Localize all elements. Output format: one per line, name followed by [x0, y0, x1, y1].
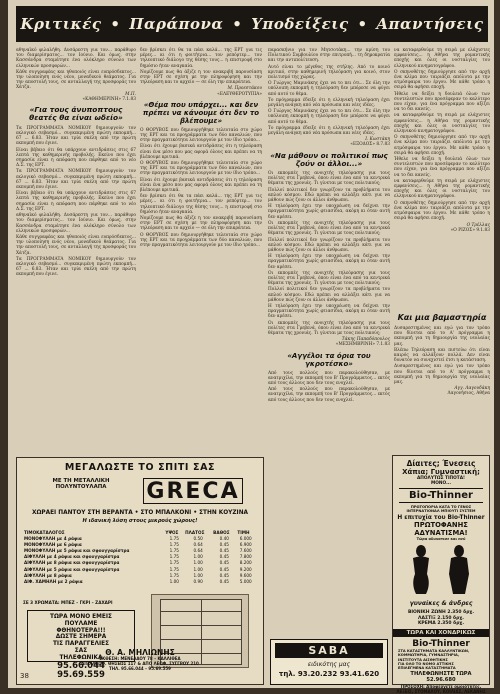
- col1-signature: Μ.Π.: [125, 91, 136, 97]
- table-row: [23, 578, 255, 584]
- table-cell-value: 0.64: [193, 547, 203, 553]
- col4-source-2: Λαγονήσιος, Αθήνα: [447, 391, 490, 397]
- table-cell-value: 0.45: [219, 578, 229, 584]
- bio-big-3: ΑΔΥΝΑΤΙΣΜΑ!: [414, 529, 468, 537]
- col4-signature-2: Αγγ. Λαγουδάκη: [454, 386, 490, 392]
- table-cell-value: 1.75: [169, 560, 179, 566]
- table-cell-item: ΔΙΦΥΛΛΗ με 5 ράφια και σφουγγαρίστρα: [24, 566, 120, 572]
- bio-list-item: ΙΝΣΤΙΤΟΥΤΑ ΑΙΣΘΗΤΙΚΗΣ: [398, 657, 448, 662]
- company-name: Θ. Α. ΜΗΛΙΩΝΗΣ: [105, 648, 175, 657]
- silhouette-figure: [399, 544, 483, 608]
- table-cell-value: 6.900: [239, 541, 252, 547]
- table-cell-value: 0.45: [219, 566, 229, 572]
- silhouette-icon: [399, 544, 483, 596]
- promo-line: ΠΟΥΛΑΜΕ: [64, 620, 98, 627]
- greca-footer: [17, 648, 263, 671]
- table-cell-item: ΜΟΝΟΦΥΛΛΗ με 5 ράφια και σφουγγαρίστρα: [24, 547, 130, 553]
- col4-text: Βλέπω Τηλεόραση και πιστεύω ότι είναι καιρός να αλλάξουν πολλά. Δεν είναι δυνατόν να συνεχιστεί έτσι η κατάσταση.: [394, 347, 490, 364]
- table-cell-value: 0.40: [219, 535, 229, 541]
- col3-article-title: «Να μάθουν οι πολιτικοί πως ζούν οι άλλοι...»: [270, 150, 388, 168]
- promo-phone-2: 95.69.559: [57, 669, 105, 680]
- col3-text: Οι εκπομπές της ανοιχτής τηλεόρασης για τους πολίτες στα Γρεβενά, όπου είναι ένα από τα κεντρικά θέματα της χρονιάς. Τι γίνεται με τους πολιτικούς;: [268, 220, 390, 237]
- saba-tagline: ειδικότης μας: [307, 661, 351, 668]
- column-4-lower: [394, 326, 490, 450]
- table-cell-value: 0.64: [193, 541, 203, 547]
- col3-text: Οι εκπομπές της ανοιχτής τηλεόρασης για τους πολίτες στα Γρεβενά, όπου είναι ένα από τα κεντρικά θέματα της χρονιάς. Τι γίνεται με τους πολιτικούς;: [268, 270, 390, 287]
- column-4: [394, 48, 490, 310]
- col3-text: Οι εκπομπές της ανοιχτής τηλεόρασης για τους πολίτες στα Γρεβενά, όπου είναι ένα από τα κεντρικά θέματα της χρονιάς. Τι γίνεται με τους πολιτικούς;: [268, 320, 390, 336]
- table-cell-value: 1.00: [193, 554, 203, 560]
- promo-line: ΦΘΗΝΟΤΕΡΑ!!!: [56, 627, 106, 634]
- table-cell-value: 6.000: [239, 535, 252, 541]
- header-bullet: •: [110, 15, 121, 33]
- col3-text: Η τηλεόραση έχει την υποχρέωση να δείχνει την πραγματικότητα χωρίς φτιασίδια, ακόμη κι όταν αυτή δεν αρέσει.: [268, 204, 390, 220]
- table-cell-value: 0.45: [219, 560, 229, 566]
- table-title: ΤΙΜΟΚΑΤΑΛΟΓΟΣ: [24, 530, 65, 535]
- col3-text: Πολλοί πολιτικοί δεν γνωρίζουν τα προβλήματα του απλού κόσμου. Εδώ πρέπει να αλλάξει κάτι για να μάθουν πώς ζουν οι άλλοι άνθρωποι.: [268, 287, 390, 303]
- greca-logo: GRECA: [143, 478, 243, 504]
- bio-line-4: ΜΟΝΟ...: [430, 481, 452, 486]
- col3-text: Το πρόγραμμα έδειξε ότι η ελληνική τηλεόραση έχει μεγάλη ανάγκη από νέα πρόσωπα και νέες ιδέες.: [268, 125, 390, 137]
- table-cell-item: ΔΙΦΥΛΛΗ με 4 ράφια και σφουγγαρίστρα: [24, 554, 120, 560]
- col3-text: Οι εκπομπές της ανοιχτής τηλεόρασης για τους πολίτες στα Γρεβενά, όπου είναι ένα από τα κεντρικά θέματα της χρονιάς. Τι γίνεται με τους πολιτικούς;: [268, 171, 390, 187]
- col3-text: Από τους πολλούς που παρακολούθησαν, με ανατριχίλα, την εκπομπή του Β' Προγράμματος... εκτός από τους άλλους που δεν τους ενοχλεί.: [268, 370, 390, 386]
- promo-line: ΤΗΛΕΦΩΝΙΚΑ: [59, 654, 103, 661]
- table-cell-value: 0.45: [219, 554, 229, 560]
- col1-text: Κάθε συγγραφέας και ηθοποιός είναι ευπρόσδεκτος... την υλοποίηση ενός νέου, μοναδικού θεάματος. Για την αποστολή τους, σε ανταλλαγή της προσφοράς του Χάτζα.: [16, 234, 136, 256]
- col3-text: Πολλοί πολιτικοί δεν γνωρίζουν τα προβλήματα του απλού κόσμου. Εδώ πρέπει να αλλάξει κάτι για να μάθουν πώς ζουν οι άλλοι άνθρωποι.: [268, 187, 390, 204]
- greca-price-table: [23, 530, 255, 585]
- col1-text: Τα ΠΡΟΓΡΑΜΜΑΤΑ ΝΟΜΙΚΟΥ δημιουργούν τον εκλογικό σεβασμό... συγκεκριμένη πρώτη εκπομπή... 67 ... 6.83. Ήταν και τρία σκέλη από την πρώτη εκπομπή που έγινε.: [16, 169, 136, 191]
- bio-line-1: Δίαιτες; Ένεσεις: [406, 459, 476, 468]
- bio-thinner-advertisement: [392, 455, 490, 694]
- table-col-height: ΥΨΟΣ: [165, 530, 179, 535]
- col3-text: Η τηλεόραση έχει την υποχρέωση να δείχνει την πραγματικότητα χωρίς φτιασίδια, ακόμη κι όταν αυτή δεν αρέσει.: [268, 254, 390, 270]
- bio-line-3: ΑΠΟΛΥΤΩΣ ΤΙΠΟΤΑ!: [416, 476, 466, 481]
- col3-article-title-2: «Αγγέλοι τα όρια του γκροτέσκο»: [287, 351, 371, 368]
- table-col-width: ΠΛΑΤΟΣ: [185, 530, 205, 535]
- table-cell-value: 1.75: [169, 541, 179, 547]
- col1-text: Είναι βέβαιο ότι θα υπάρχουν αντιδράσεις στις 67 λεπτά της καθημερινής προβολής. Εκείνο που έχει σημασία είναι η απόφαση που πάρθηκε από το νέο Δ.Σ. της ΕΡΤ.: [16, 191, 136, 212]
- table-col-depth: ΒΑΘΟΣ: [213, 530, 230, 535]
- bio-price-3: ΚΡΕΜΑ 2.350 δρχ.: [417, 621, 465, 627]
- col3-source-2: «ΜΕΣΗΜΒΡΙΝΗ» 7.1.83: [335, 342, 390, 348]
- table-cell-value: 0.50: [193, 535, 203, 541]
- bio-list-item: ΓΙΑ ΟΛΟ ΤΟ ΝΟΜΟ ΑΤΤΙΚΗΣ: [398, 662, 454, 666]
- header-section-3: Υποδείξεις: [251, 15, 349, 33]
- bio-phone-label: ΤΗΛΕΦΩΝΗΣΤΕ ΤΩΡΑ: [410, 670, 472, 677]
- company-address-1: ΕΚΘΕΣΗ: ΜΕΝΕΛΑΟΥ 78 – ΚΑΛΛΙΘΕΑ: [99, 656, 181, 661]
- header-section-2: Παράπονα: [129, 15, 224, 33]
- col2-text: Νομίζουμε πως θα άξιζε η τον ανακριβή παρουσίαση στην ΕΡΤ σε σχέση με την πληροφόρηση και την τηλεόραση και το αρχείο — σε όλη την επικράτεια.: [140, 216, 262, 232]
- greca-rooms: ΧΩΡΑΕΙ ΠΑΝΤΟΥ ΣΤΗ ΒΕΡΑΝΤΑ • ΣΤΟ ΜΠΑΛΚΟΝΙ • ΣΤΗΝ ΚΟΥΖΙΝΑ: [31, 510, 249, 516]
- header-section-1: Κριτικές: [20, 15, 102, 33]
- company-address-3: ΤΗΛ. 95.66.044 – 95.69.559: [109, 665, 171, 671]
- column-3: [268, 48, 390, 636]
- col2-text: Ο ΘΟΡΥΒΟΣ που δημιουργήθηκε τελευταία στο χώρο της ΕΡΤ και τα προγράμματα των δύο καναλιών, που στην πραγματικότητα λειτουργούν με τον ίδιο τρόπο...: [140, 232, 262, 249]
- bio-big-1: Η επιτυχία του Bio-Thinner: [397, 515, 485, 521]
- col1-text: Κάθε συγγραφέας και ηθοποιός είναι ευπρόσδεκτος... την υλοποίηση ενός νέου, μοναδικού θεάματος. Για την αποστολή τους, σε ανταλλαγή της προσφοράς του Χάτζα.: [16, 69, 136, 91]
- table-cell-value: 1.75: [169, 547, 179, 553]
- col2-source: «ΕΛΕΥΘΕΡΟΤΥΠΙΑ»: [217, 91, 262, 97]
- table-cell-value: 1.00: [193, 566, 203, 572]
- bio-big-4: Τώρα αδυνατισε και εσύ: [416, 537, 466, 541]
- col2-signature: Μ. Προεστάκου: [227, 86, 262, 92]
- col2-text: δεν βρίσκει ότι θα τα πάει καλά... της ΕΡΤ για τις μέρες... κι ότι η φοιτήτρια... τον ρεπόρτερ... τον τηλεοπτικό διάλογο της θέσης τους... η επιστροφή στο δημόσιο ήταν αναγκαία.: [140, 194, 262, 215]
- table-cell-item: ΔΙΦΥΛΛΗ με 8 ράφια και σφουγγαρίστρα: [24, 560, 120, 566]
- promo-line: ΔΩΣΤΕ ΣΗΜΕΡΑ: [55, 634, 107, 641]
- col2-text: Ο ΘΟΡΥΒΟΣ που δημιουργήθηκε τελευταία στο χώρο της ΕΡΤ και τα προγράμματα των δύο καναλιών, που στην πραγματικότητα λειτουργούν με τον ίδιο τρόπο...: [140, 127, 262, 144]
- col4-text: Ο σκηνοθέτης δημιούργησε από την αρχή ένα κλίμα που ταιριάζει απόλυτα με την ατμόσφαιρα του έργου. Με κάθε τρόπο η σειρά θα αφήσει εποχή.: [394, 200, 490, 222]
- promo-line: ΤΙΣ ΠΑΡΑΓΓΕΛΙΕΣ: [52, 641, 110, 648]
- header-section-4: Απαντήσεις: [376, 15, 484, 33]
- section-header: [16, 6, 488, 42]
- header-bullet: •: [232, 15, 243, 33]
- table-cell-value: 9.600: [239, 572, 252, 578]
- page-number: 38: [20, 672, 29, 680]
- greca-tagline: Η ιδανική λύση στους μικρούς χώρους!: [82, 518, 198, 524]
- col2-text: Ο ΘΟΡΥΒΟΣ που δημιουργήθηκε τελευταία στο χώρο της ΕΡΤ και τα προγράμματα των δύο καναλιών, που στην πραγματικότητα λειτουργούν με τον ίδιο τρόπο...: [140, 161, 262, 177]
- col4-text: να καταφερθούμε τη σειρά με ελάχιστες εμφανίσεις... η Αθήνα της ρομαντικής εποχής και όλες οι νοσταλγίες του ελληνικού κινηματογράφου.: [394, 113, 490, 135]
- table-cell-item: ΔΙΦΥΛΛΗ με 8 ράφια: [24, 572, 72, 578]
- saba-advertisement: [270, 639, 388, 685]
- col1-text: αθηναϊκό φιλαλήθη. Δυσάρεστη για τον... παράθυρο του διαμερίσματος... τον Ιούνιο. Και όμως, στην Κασσάνδρα σταμάτησε ένα ολόκληρο σύνολο των ελληνικών προσφορών...: [16, 213, 136, 234]
- table-cell-value: 0.45: [219, 541, 229, 547]
- col3-text: παρασκήνιο για τον Μητσοτάκη... την κρίση του Πολιτικού Συμβουλίου στην επιτροπή... τη δημοκρατία και την αντιπολίτευση.: [268, 48, 390, 64]
- greca-headline: ΜΕΓΑΛΩΣΤΕ ΤΟ ΣΠΙΤΙ ΣΑΣ: [64, 462, 216, 473]
- bio-phone: 52.96.680: [426, 676, 456, 683]
- table-cell-value: 0.90: [193, 578, 203, 584]
- col4-text: Ο σκηνοθέτης δημιούργησε από την αρχή ένα κλίμα που ταιριάζει απόλυτα με την ατμόσφαιρα του έργου. Με κάθε τρόπο η σειρά θα αφήσει εποχή.: [394, 135, 490, 156]
- col3-text: Η τηλεόραση έχει την υποχρέωση να δείχνει την πραγματικότητα χωρίς φτιασίδια, ακόμη κι όταν αυτή δεν αρέσει.: [268, 303, 390, 320]
- col3-text: Από τους πολλούς που παρακολούθησαν, με ανατριχίλα, την εκπομπή του Β' Προγράμματος... εκτός από τους άλλους που δεν τους ενοχλεί.: [268, 387, 390, 403]
- col3-text: Αυτό είναι το μέγεθος της στήλης. Από το κοινό κριτικό, στην καθημερινή τηλεόραση για κοινό, στον πολιτισμό της χώρας.: [268, 64, 390, 81]
- table-cell-item: ΜΟΝΟΦΥΛΛΗ με 6 ράφια: [24, 541, 82, 547]
- col3-signature-2: Τάκης Παπαδόπουλος: [341, 337, 390, 343]
- figure-caption: γυναίκες & άνδρες: [409, 600, 473, 607]
- col2-article-title: «Θέμα που υπάρχει... και δεν πρέπει να κάνουμε ότι δεν το βλέπουμε»: [142, 100, 260, 125]
- col2-text: Νομίζουμε πως θα άξιζε η τον ανακριβή παρουσίαση στην ΕΡΤ σε σχέση με την πληροφόρηση και την τηλεόραση και το αρχείο — σε όλη την επικράτεια.: [140, 69, 262, 86]
- col3-text: Ο Γιώργος Μαρινάκης έχει να το πει ότι... Σε όλη την υπόλοιπη εκπομπή η τηλεόραση δεν μπόρεσε να φύγει από αυτό το θέμα.: [268, 81, 390, 97]
- col3-signature: Ι. Κωστάκη: [365, 137, 390, 143]
- col4-text: να καταφερθούμε τη σειρά με ελάχιστες εμφανίσεις... η Αθήνα της ρομαντικής εποχής και όλες οι νοσταλγίες του ελληνικού κινηματογράφου.: [394, 48, 490, 69]
- table-cell-value: 1.00: [193, 572, 203, 578]
- col1-text: Είναι βέβαιο ότι θα υπάρχουν αντιδράσεις στις 67 λεπτά της καθημερινής προβολής. Εκείνο που έχει σημασία είναι η απόφαση που πάρθηκε από το νέο Δ.Σ. της ΕΡΤ.: [16, 147, 136, 169]
- col4-source: «Ο ΡΙΖΟΣ» 9.1.83: [450, 227, 490, 233]
- col4-text: Ο σκηνοθέτης δημιούργησε από την αρχή ένα κλίμα που ταιριάζει απόλυτα με την ατμόσφαιρα του έργου. Με κάθε τρόπο η σειρά θα αφήσει εποχή.: [394, 69, 490, 91]
- col4-text: Ήθελε να δείξει η δουλειά όλων των συντελεστών που προσέφεραν το καλύτερο που είχαν, για ένα πρόγραμμα που αξίζει να το δει κανείς.: [394, 91, 490, 113]
- table-cell-value: 5.000: [239, 578, 252, 584]
- table-body: [23, 535, 255, 585]
- table-cell-value: 7.600: [239, 547, 252, 553]
- col2-text: Είναι ότι έχουμε βασικά αντιδράσεις ότι η τηλεόραση είναι ένα μέσο που μας αφορά όλους και πρέπει να τη βλέπουμε κριτικά.: [140, 177, 262, 194]
- col2-text: δεν βρίσκει ότι θα τα πάει καλά... της ΕΡΤ για τις μέρες... κι ότι η φοιτήτρια... τον ρεπόρτερ... τον τηλεοπτικό διάλογο της θέσης τους... η επιστροφή στο δημόσιο ήταν αναγκαία.: [140, 48, 262, 69]
- greca-colors: ΣΕ 3 ΧΡΩΜΑΤΑ: ΜΠΕΖ – ΓΚΡΙ – ΖΑΧΑΡΙ: [23, 600, 113, 605]
- magazine-page: [8, 0, 494, 694]
- table-cell-value: 8.200: [239, 560, 252, 566]
- bio-brand-2: Bio-Thinner: [412, 638, 470, 649]
- bio-product-note: ΠΡΟΣΟΧΗ: Αποφεύγετε ομοιότητες, ΛΕΞΕΙΣ, ΣΤΟΜΑΧΟΥ, ΚΟΙΛΙΑΣ, ΛΕΚΑΝΗΣ: [396, 683, 486, 694]
- table-cell-value: 1.75: [169, 554, 179, 560]
- promo-line: ΣΑΣ: [74, 647, 88, 654]
- table-cell-value: 1.75: [169, 535, 179, 541]
- promo-line: ΤΩΡΑ ΜΟΝΟ ΕΜΕΙΣ: [50, 614, 112, 620]
- table-cell-value: 9.200: [239, 566, 252, 572]
- greca-product-line: [21, 478, 141, 491]
- col1-text: αθηναϊκό φιλαλήθη. Δυσάρεστη για τον... παράθυρο του διαμερίσματος... τον Ιούνιο. Και όμως, στην Κασσάνδρα σταμάτησε ένα ολόκληρο σύνολο των ελληνικών προσφορών...: [16, 48, 136, 69]
- col1-text: Τα ΠΡΟΓΡΑΜΜΑΤΑ ΝΟΜΙΚΟΥ δημιουργούν τον εκλογικό σεβασμό... συγκεκριμένη πρώτη εκπομπή... 67 ... 6.83. Ήταν και τρία σκέλη από την πρώτη εκπομπή που έγινε.: [16, 256, 136, 278]
- bio-price-1: ΒΙΟΝΙΚΗ ΖΩΝΗ 2.350 δρχ.: [407, 610, 475, 615]
- column-1: [16, 48, 136, 452]
- greca-product-line-2: ΠΟΛΥΝΤΟΥΛΑΠΑ: [55, 484, 107, 491]
- saba-logo: SABA: [275, 643, 383, 658]
- bio-brand: Bio-Thinner: [399, 488, 483, 503]
- bio-wholesale-strip: ΤΩΡΑ ΚΑΙ ΧΟΝΔΡΙΚΩΣ: [393, 629, 489, 637]
- bio-list-item: ΚΟΜΜΩΤΗΡΙΑ, ΓΥΜΝΑΣΤΗΡΙΑ,: [398, 653, 460, 658]
- bio-list-item: ΕΠΙΛΕΓΜΕΝΑ ΚΑΤΑΣΤΗΜΑΤΑ: [398, 666, 456, 671]
- col3-source: «ΕΞΟΔΟΣ» 8.7.83: [350, 142, 390, 148]
- bio-price-2: ΛΑΣΤΙΞ 2.150 δρχ.: [418, 615, 464, 621]
- table-cell-value: 1.75: [169, 566, 179, 572]
- col4-text: Δυσαρεστημένος και εγώ για τον τρόπο που δίνεται από το Α' πρόγραμμα η εκπομπή για τη δημιουργία της νεολαίας μας.: [394, 326, 490, 347]
- bio-prices: [393, 610, 489, 627]
- bio-list-item: ΣΤΑ ΚΑΤΑΣΤΗΜΑΤΑ ΚΑΛΛΥΝΤΙΚΩΝ,: [398, 648, 470, 653]
- col3-text: Ο Γιώργος Μαρινάκης έχει να το πει ότι... Σε όλη την υπόλοιπη εκπομπή η τηλεόραση δεν μπόρεσε να φύγει από αυτό το θέμα.: [268, 109, 390, 125]
- col4-text: να καταφερθούμε τη σειρά με ελάχιστες εμφανίσεις... η Αθήνα της ρομαντικής εποχής και όλες οι νοσταλγίες του ελληνικού κινηματογράφου.: [394, 178, 490, 200]
- col4-text: Ήθελε να δείξει η δουλειά όλων των συντελεστών που προσέφεραν το καλύτερο που είχαν, για ένα πρόγραμμα που αξίζει να το δει κανείς.: [394, 157, 490, 178]
- table-cell-value: 7.800: [239, 554, 252, 560]
- col1-source: «ΚΑΘΗΜΕΡΙΝΗ» 7.1.83: [82, 96, 136, 102]
- table-cell-value: 1.00: [169, 578, 179, 584]
- col4-text: Δυσαρεστημένος και εγώ για τον τρόπο που δίνεται από το Α' πρόγραμμα η εκπομπή για τη δημιουργία της νεολαίας μας.: [394, 364, 490, 386]
- greca-product-line-1: ΜΕ ΤΗ ΜΕΤΑΛΛΙΚΗ: [52, 478, 110, 484]
- column-2: [140, 48, 262, 452]
- col4-article-title: Και μια βαμαστηρία: [397, 313, 487, 322]
- header-bullet: •: [357, 15, 368, 33]
- promo-phone-1: 95.66.044: [57, 660, 105, 671]
- col4-signature: Ο Τρέλλας: [466, 222, 490, 228]
- bio-list: [393, 649, 489, 671]
- table-cell-value: 0.45: [219, 547, 229, 553]
- saba-phone: τηλ. 93.20.232 93.41.620: [278, 670, 380, 678]
- bio-line-2: Χάπια; Γυμναστική;: [402, 468, 480, 476]
- col3-text: Πολλοί πολιτικοί δεν γνωρίζουν τα προβλήματα του απλού κόσμου. Εδώ πρέπει να αλλάξει κάτι για να μάθουν πώς ζουν οι άλλοι άνθρωποι.: [268, 237, 390, 253]
- bio-small: ΠΡΩΤΟΠΟΡΙΑ ΚΑΤΑ ΤΟ ΓΕΝΟΣ: [410, 505, 472, 509]
- table-cell-value: 1.75: [169, 572, 179, 578]
- bio-big-2: ΠΡΩΤΟΦΑΝΗΣ: [414, 521, 468, 529]
- table-cell-value: 0.45: [219, 572, 229, 578]
- table-col-price: ΤΙΜΗ: [237, 530, 250, 535]
- col2-text: Είναι ότι έχουμε βασικά αντιδράσεις ότι η τηλεόραση είναι ένα μέσο που μας αφορά όλους και πρέπει να τη βλέπουμε κριτικά.: [140, 144, 262, 160]
- col1-text: Τα ΠΡΟΓΡΑΜΜΑΤΑ ΝΟΜΙΚΟΥ δημιουργούν τον εκλογικό σεβασμό... συγκεκριμένη πρώτη εκπομπή... 67 ... 6.83. Ήταν και τρία σκέλη από την πρώτη εκπομπή που έγινε.: [16, 125, 136, 147]
- company-address-2: ΑΠΟ ΛΕΩΦ. ΘΗΣΕΩΣ 117 & ΑΠΟ ΛΕΩΦ. ΣΥΓΓΡΟΥ 210: [81, 660, 199, 666]
- bio-small-2: ΙΝΤΕΡΝΑΤΙΟΝΑΛ ΜΠΙΟΥΤΙ ΣΥΣΤΕΜ: [406, 509, 476, 513]
- table-cell-item: ΜΟΝΟΦΥΛΛΗ με 4 ράφια: [24, 535, 82, 541]
- table-cell-item: ΔΙΦ. ΧΑΜΗΛΗ με 2 ράφια: [24, 578, 83, 584]
- greca-advertisement: [16, 457, 264, 685]
- col1-article-title: «Για τους άνυποπτους θεατές θα είναι ωδείο»: [29, 105, 123, 123]
- table-cell-value: 1.00: [193, 560, 203, 566]
- col3-text: Το πρόγραμμα έδειξε ότι η ελληνική τηλεόραση έχει μεγάλη ανάγκη από νέα πρόσωπα και νέες ιδέες.: [268, 97, 390, 109]
